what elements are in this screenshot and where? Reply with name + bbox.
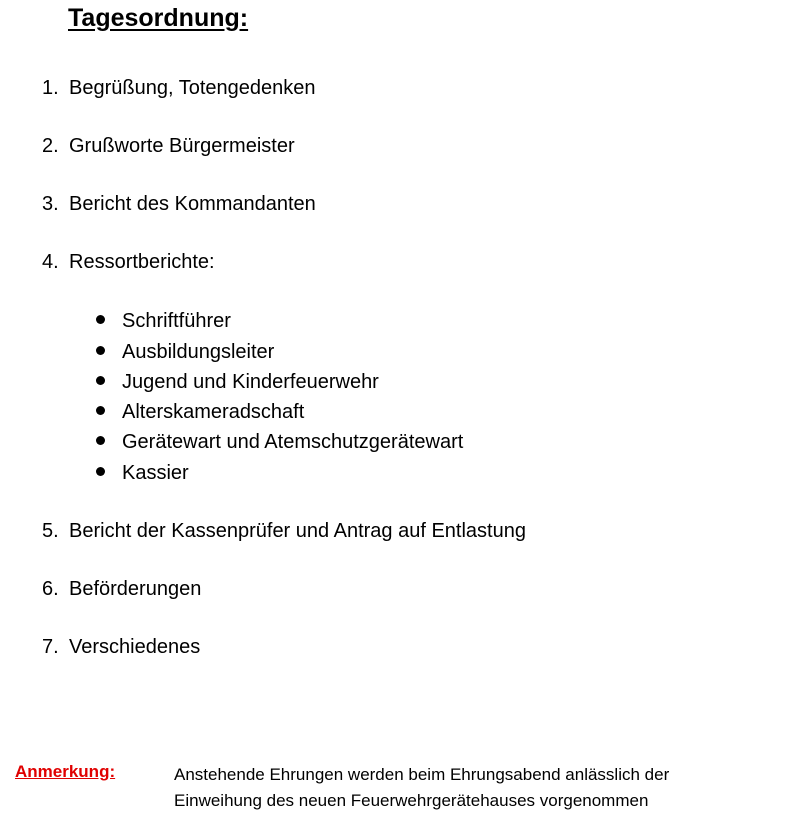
ressort-item [96, 340, 274, 364]
note-line-1: Anstehende Ehrungen werden beim Ehrungsabend anlässlich der [174, 765, 670, 784]
bullet-icon [96, 376, 105, 385]
agenda-number: 5. [42, 520, 59, 542]
agenda-item-6 [42, 577, 201, 601]
note-line-2: Einweihung des neuen Feuerwehrgerätehauses vorgenommen [174, 791, 649, 810]
agenda-number: 7. [42, 636, 59, 658]
agenda-text: Grußworte Bürgermeister [69, 135, 295, 157]
ressort-item [96, 430, 463, 454]
agenda-number: 3. [42, 193, 59, 215]
bullet-icon [96, 406, 105, 415]
agenda-item-7 [42, 635, 200, 659]
bullet-icon [96, 315, 105, 324]
agenda-number: 2. [42, 135, 59, 157]
agenda-number: 6. [42, 578, 59, 600]
ressort-text: Kassier [122, 462, 189, 484]
bullet-icon [96, 467, 105, 476]
agenda-text: Verschiedenes [69, 636, 201, 658]
ressort-text: Gerätewart und Atemschutzgerätewart [122, 431, 464, 453]
agenda-number: 1. [42, 77, 59, 99]
ressort-item [96, 370, 379, 394]
bullet-icon [96, 346, 105, 355]
note-text [174, 762, 669, 814]
page-title: Tagesordnung: [68, 4, 249, 32]
ressort-text: Ausbildungsleiter [122, 341, 275, 363]
ressort-text: Alterskameradschaft [122, 401, 305, 423]
ressort-item [96, 400, 304, 424]
note-label: Anmerkung: [15, 762, 116, 781]
ressort-item [96, 309, 231, 333]
agenda-text: Ressortberichte: [69, 251, 215, 273]
agenda-number: 4. [42, 251, 59, 273]
bullet-icon [96, 436, 105, 445]
ressort-text: Jugend und Kinderfeuerwehr [122, 371, 379, 393]
agenda-item-3 [42, 192, 316, 216]
agenda-text: Beförderungen [69, 578, 202, 600]
agenda-item-2 [42, 134, 295, 158]
agenda-item-4 [42, 250, 215, 274]
agenda-item-1 [42, 76, 316, 100]
agenda-text: Bericht der Kassenprüfer und Antrag auf Entlastung [69, 520, 526, 542]
agenda-item-5 [42, 519, 526, 543]
agenda-text: Begrüßung, Totengedenken [69, 77, 316, 99]
ressort-item [96, 461, 189, 485]
ressort-text: Schriftführer [122, 310, 231, 332]
agenda-text: Bericht des Kommandanten [69, 193, 316, 215]
